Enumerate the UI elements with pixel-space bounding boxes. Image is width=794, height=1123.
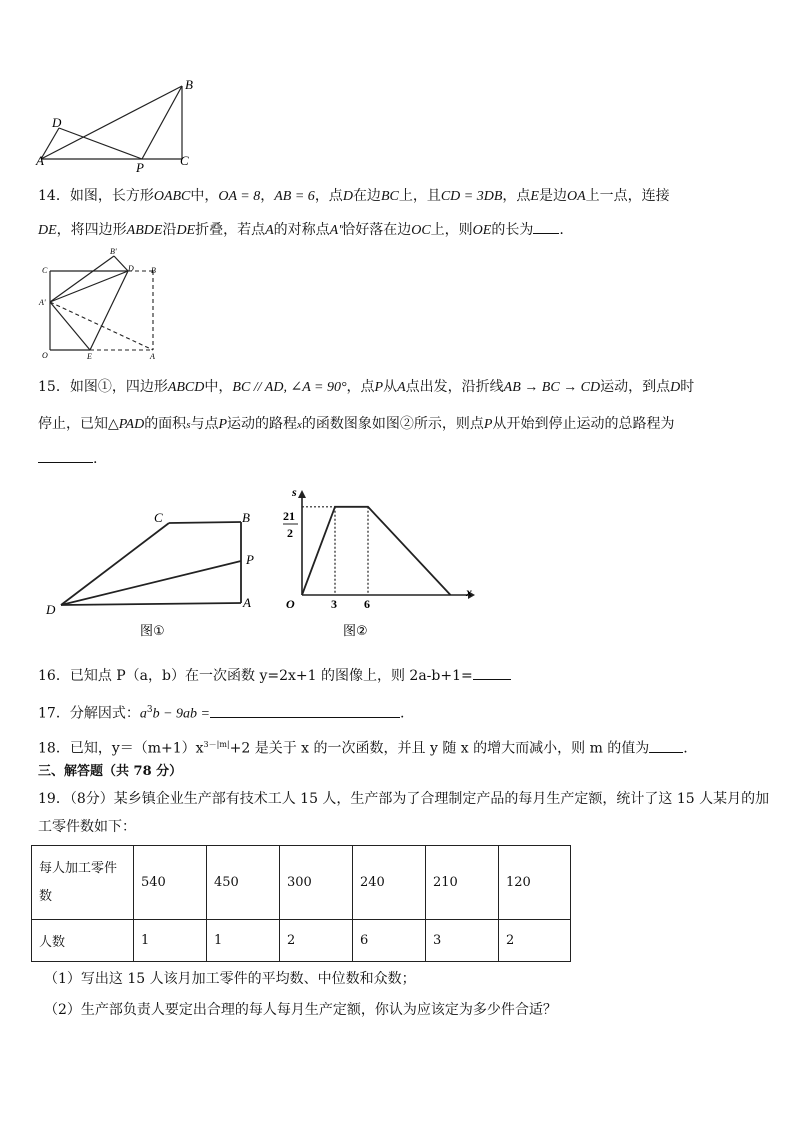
- label-d: D: [128, 264, 134, 273]
- y-tick-denominator: 2: [287, 526, 293, 540]
- figure-caption: 图①: [140, 624, 165, 639]
- label-c: C: [154, 510, 163, 525]
- label-a: A: [243, 595, 251, 610]
- label-b: B: [242, 510, 250, 525]
- label-a: A: [150, 352, 155, 361]
- table-cell: 6: [353, 920, 426, 962]
- segment-cb: [169, 522, 241, 523]
- segment-ae: [50, 302, 90, 350]
- segment-a-prime-a-dashed: [50, 302, 153, 350]
- table-cell: 1: [207, 920, 280, 962]
- x-axis-label: x: [466, 585, 472, 599]
- origin-label: O: [286, 597, 295, 611]
- answer-blank-q15: [38, 448, 93, 463]
- section-heading: 三、解答题（共 78 分）: [38, 764, 183, 779]
- table-cell: 300: [280, 846, 353, 920]
- row-header: 每人加工零件 数: [32, 846, 134, 920]
- table-cell: 120: [499, 846, 571, 920]
- table-cell: 450: [207, 846, 280, 920]
- label-c: C: [180, 153, 189, 168]
- x-tick-6: 6: [364, 597, 370, 611]
- q16: 16．已知点 P（a，b）在一次函数 y=2x+1 的图像上，则 2a-b+1=: [38, 665, 511, 686]
- q15-line2: 停止，已知△PAD的面积s与点P运动的路程x的函数图象如图②所示，则点P从开始到停止运动的总路程为: [38, 416, 675, 432]
- label-b: B: [151, 266, 156, 275]
- label-a: A: [36, 153, 44, 168]
- data-table: [31, 845, 571, 962]
- label-b-prime: B': [110, 247, 117, 256]
- table-cell: 540: [134, 846, 207, 920]
- y-axis-arrow: [298, 490, 306, 498]
- figure-q15-1: [40, 508, 270, 643]
- segment-b-prime-d: [114, 256, 128, 271]
- q18: 18．已知，$y=(m+1)x^{3-|m|}+2$ 是关于 x 的一次函数，并且 y 随 x 的增大而减小，则 m 的值为 .: [38, 735, 688, 759]
- series-line: [302, 507, 451, 595]
- answer-blank-q16: [473, 665, 511, 680]
- label-p: P: [246, 552, 254, 567]
- y-tick-numerator: 21: [283, 509, 295, 523]
- q15-line1: 15．如图①，四边形ABCD中，BC // AD, ∠A = 90°，点P从A点出发，沿折线AB → BC → CD运动，到点D时: [38, 379, 695, 395]
- segment-ab-prime: [50, 256, 114, 302]
- label-e: E: [87, 352, 92, 361]
- segment-da: [61, 603, 241, 605]
- table-cell: 240: [353, 846, 426, 920]
- answer-blank-q17: [210, 703, 400, 718]
- table-row: [32, 846, 571, 920]
- label-b: B: [185, 77, 193, 92]
- q15-line3: .: [38, 448, 97, 469]
- q19-sub2: （2）生产部负责人要定出合理的每人每月生产定额，你认为应该定为多少件合适？: [44, 1002, 557, 1018]
- q14-line2: DE，将四边形ABDE沿DE折叠，若点A的对称点A'恰好落在边OC上，则OE的长为 .: [38, 219, 564, 241]
- x-tick-3: 3: [331, 597, 337, 611]
- q17: 17．分解因式：$a^3b - 9ab$ = .: [38, 700, 404, 725]
- label-o: O: [42, 351, 48, 360]
- y-axis-label: s: [292, 488, 297, 499]
- figure-q14: [36, 245, 166, 361]
- label-d: D: [46, 602, 56, 617]
- label-p: P: [136, 160, 144, 175]
- table-cell: 210: [426, 846, 499, 920]
- table-cell: 2: [280, 920, 353, 962]
- answer-blank-q14: [533, 219, 559, 234]
- q19-line2: 工零件数如下：: [38, 819, 136, 835]
- table-row: [32, 920, 571, 962]
- segment-dp: [61, 561, 241, 605]
- figure-q13: [30, 75, 200, 175]
- q19-line1: 19．（8分）某乡镇企业生产部有技术工人 15 人，生产部为了合理制定产品的每月生产定额，统计了这 15 人某月的加: [38, 791, 770, 807]
- q14-line1: 14．如图，长方形OABC中，OA = 8，AB = 6，点D在边BC上，且CD = 3DB，点E是边OA上一点，连接: [38, 188, 670, 204]
- table-cell: 3: [426, 920, 499, 962]
- segment-ad: [50, 271, 128, 302]
- answer-blank-q18: [649, 738, 683, 753]
- figure-q15-2-chart: [278, 488, 478, 643]
- q19-sub1: （1）写出这 15 人该月加工零件的平均数、中位数和众数；: [44, 971, 416, 987]
- figure-caption-2: 图②: [343, 624, 368, 639]
- row-header: 人数: [32, 920, 134, 962]
- label-c: C: [42, 266, 48, 275]
- table-cell: 2: [499, 920, 571, 962]
- label-a-prime: A': [39, 298, 46, 307]
- segment-ed: [90, 271, 128, 350]
- label-d: D: [52, 115, 62, 130]
- table-cell: 1: [134, 920, 207, 962]
